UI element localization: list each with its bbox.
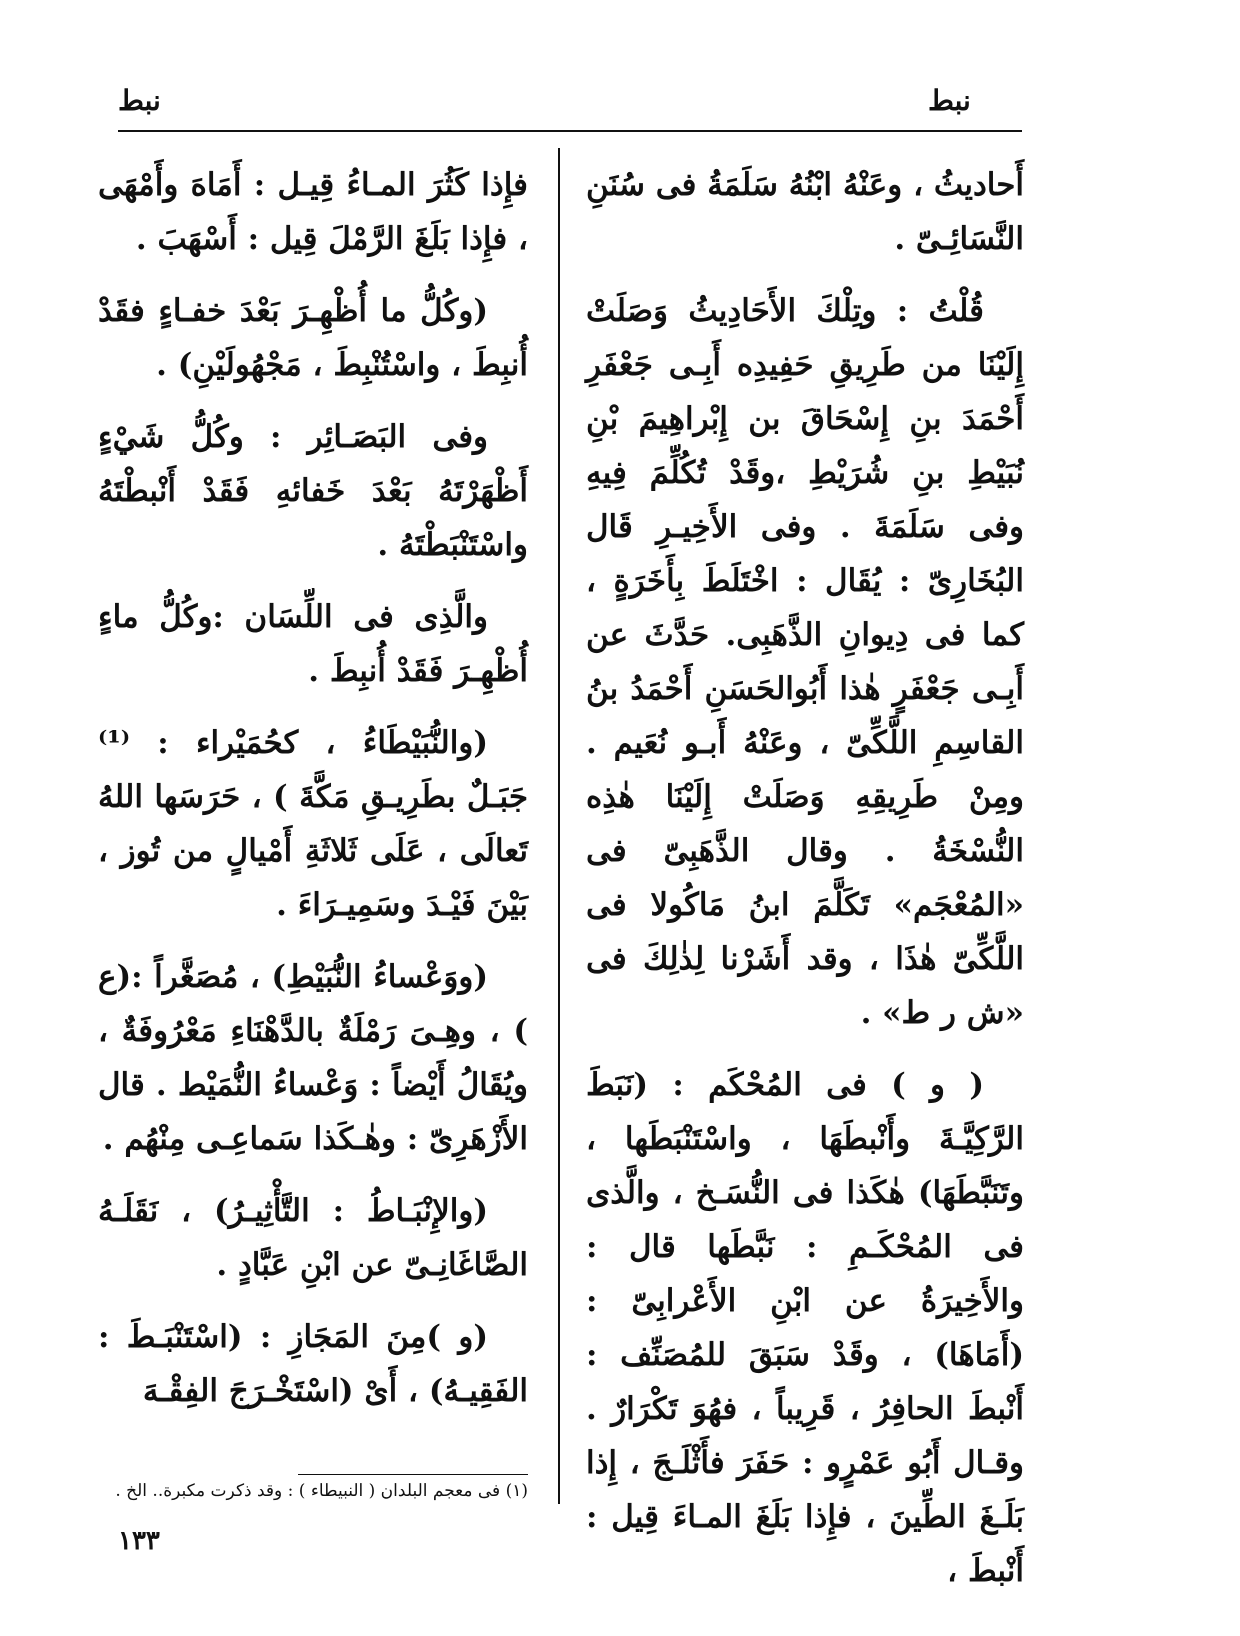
paragraph: فإِذا كَثُرَ المـاءُ قِيـل : أَمَاهَ وأَمْهَى ، فإِذا بَلَغَ الرَّمْلَ قِيل : أَسْهَبَ . bbox=[98, 167, 528, 257]
column-divider bbox=[558, 148, 560, 1504]
paragraph: والَّذِى فى اللِّسَان :وكُلُّ ماءٍ أُظْهِـرَ فَقَدْ أُنبِطَ . bbox=[98, 599, 528, 689]
footnote: (١) فى معجم البلدان ( النبيطاء ) : وقد ذكرت مكبرة.. الخ . bbox=[115, 1481, 528, 1501]
left-column bbox=[98, 158, 528, 1436]
paragraph: (وكُلُّ ما أُظْهِـرَ بَعْدَ خفـاءٍ فقَدْ أُنبِطَ ، واسْتُنْبِطَ ، مَجْهُولَيْنِ) . bbox=[98, 293, 528, 383]
paragraph: ( و ) فى المُحْكَم : (نَبَطَ الرَّكِيَّـةَ وأَنْبطَهَا ، واسْتَنْبَطَها ، وتَنَبَّطَهَا) هٰكَذا فى النُّسَـخ ، والَّذى فى المُحْكَـمِ : نَبَّطَها قال : والأَخِيرَةُ عن ابْنِ الأَعْرابِىّ : (أَمَاهَا) ، وقَدْ سَبَقَ للمُصَنِّف : أَنْبطَ الحافِرُ ، قَرِيباً ، فهُوَ تَكْرَارٌ . وقـال أَبُو عَمْرٍو : حَفَرَ فأَثْلَـجَ ، إِذا بَلَـغَ الطِّينَ ، فإِذا بَلَغَ المـاءَ قِيل : أَنْبطَ ، bbox=[586, 1067, 1024, 1589]
paragraph: (والإِنْبَـاطُ : التَّأْثِيـرُ) ، نَقَلَـهُ الصَّاغَانِـىّ عن ابْنِ عَبَّادٍ . bbox=[98, 1193, 528, 1283]
header-rule bbox=[118, 130, 1022, 132]
footnote-rule bbox=[298, 1474, 528, 1475]
paragraph: (و )مِنَ المَجَازِ : (اسْتَنْبَـطَ : الفَقِيـهُ) ، أَىْ (اسْتَخْـرَجَ الفِقْـهَ bbox=[98, 1319, 528, 1409]
running-header-right: نبط bbox=[928, 84, 971, 117]
paragraph: وفى البَصَـائِر : وكُلُّ شَيْءٍ أَظْهَرْتَهُ بَعْدَ خَفائهِ فَقَدْ أَنْبطْتَهُ واسْتَنْبَطْتَهُ . bbox=[98, 419, 528, 563]
paragraph: قُلْتُ : وتِلْكَ الأَحَادِيثُ وَصَلَتْ إِلَيْنَا من طَرِيقِ حَفِيدِه أَبِـى جَعْفَرِ أَحْمَدَ بنِ إِسْحَاقَ بن إِبْراهِيمَ بْنِ نُبَيْطِ بنِ شُرَيْطِ ،وقَدْ تُكُلِّمَ فِيهِ وفى سَلَمَةَ . وفى الأَخِيـرِ قَال البُخَارِىّ : يُقَال : اخْتَلَطَ بِأَخَرَةٍ ، كما فى دِيوانِ الذَّهَبِى. حَدَّثَ عن أَبِـى جَعْفَرٍ هٰذا أَبُوالحَسَنِ أَحْمَدُ بنُ القاسِمِ اللَّكِّىّ ، وعَنْهُ أَبـو نُعَيم . ومِنْ طَرِيقِهِ وَصَلَتْ إِلَيْنَا هٰذِه النُّسْخَةُ . وقال الذَّهَبِىّ فى «المُعْجَم» تَكَلَّمَ ابنُ مَاكُولا فى اللَّكِّىّ هٰذَا ، وقد أَشَرْنا لِذٰلِكَ فى «ش ر ط» . bbox=[586, 293, 1024, 1031]
paragraph: (ووَعْساءُ النُّبَيْطِ) ، مُصَغَّراً :(ع ) ، وهِـىَ رَمْلَةٌ بالدَّهْنَاءِ مَعْرُوفَةٌ ، ويُقَالُ أَيْضاً : وَعْساءُ النُّمَيْط . قال الأَزْهَرِىّ : وهٰـكَذا سَماعِـى مِنْهُم . bbox=[98, 959, 528, 1157]
right-column bbox=[586, 158, 1024, 1616]
paragraph: (والنُّبَيْطَاءُ ، كحُمَيْراء : ⁽¹⁾ جَبَـلٌ بطَرِيـقِ مَكَّةَ ) ، حَرَسَها اللهُ تَعالَى ، عَلَى ثَلاثَةِ أَمْيالٍ من تُوز ، بَيْنَ فَيْـدَ وسَمِيـرَاءَ . bbox=[98, 725, 528, 923]
page-number: ١٣٣ bbox=[118, 1526, 160, 1556]
paragraph: أَحاديثُ ، وعَنْهُ ابْنُهُ سَلَمَةُ فى سُنَنِ النَّسَائِـىّ . bbox=[586, 167, 1024, 257]
running-header-left: نبط bbox=[118, 84, 161, 117]
